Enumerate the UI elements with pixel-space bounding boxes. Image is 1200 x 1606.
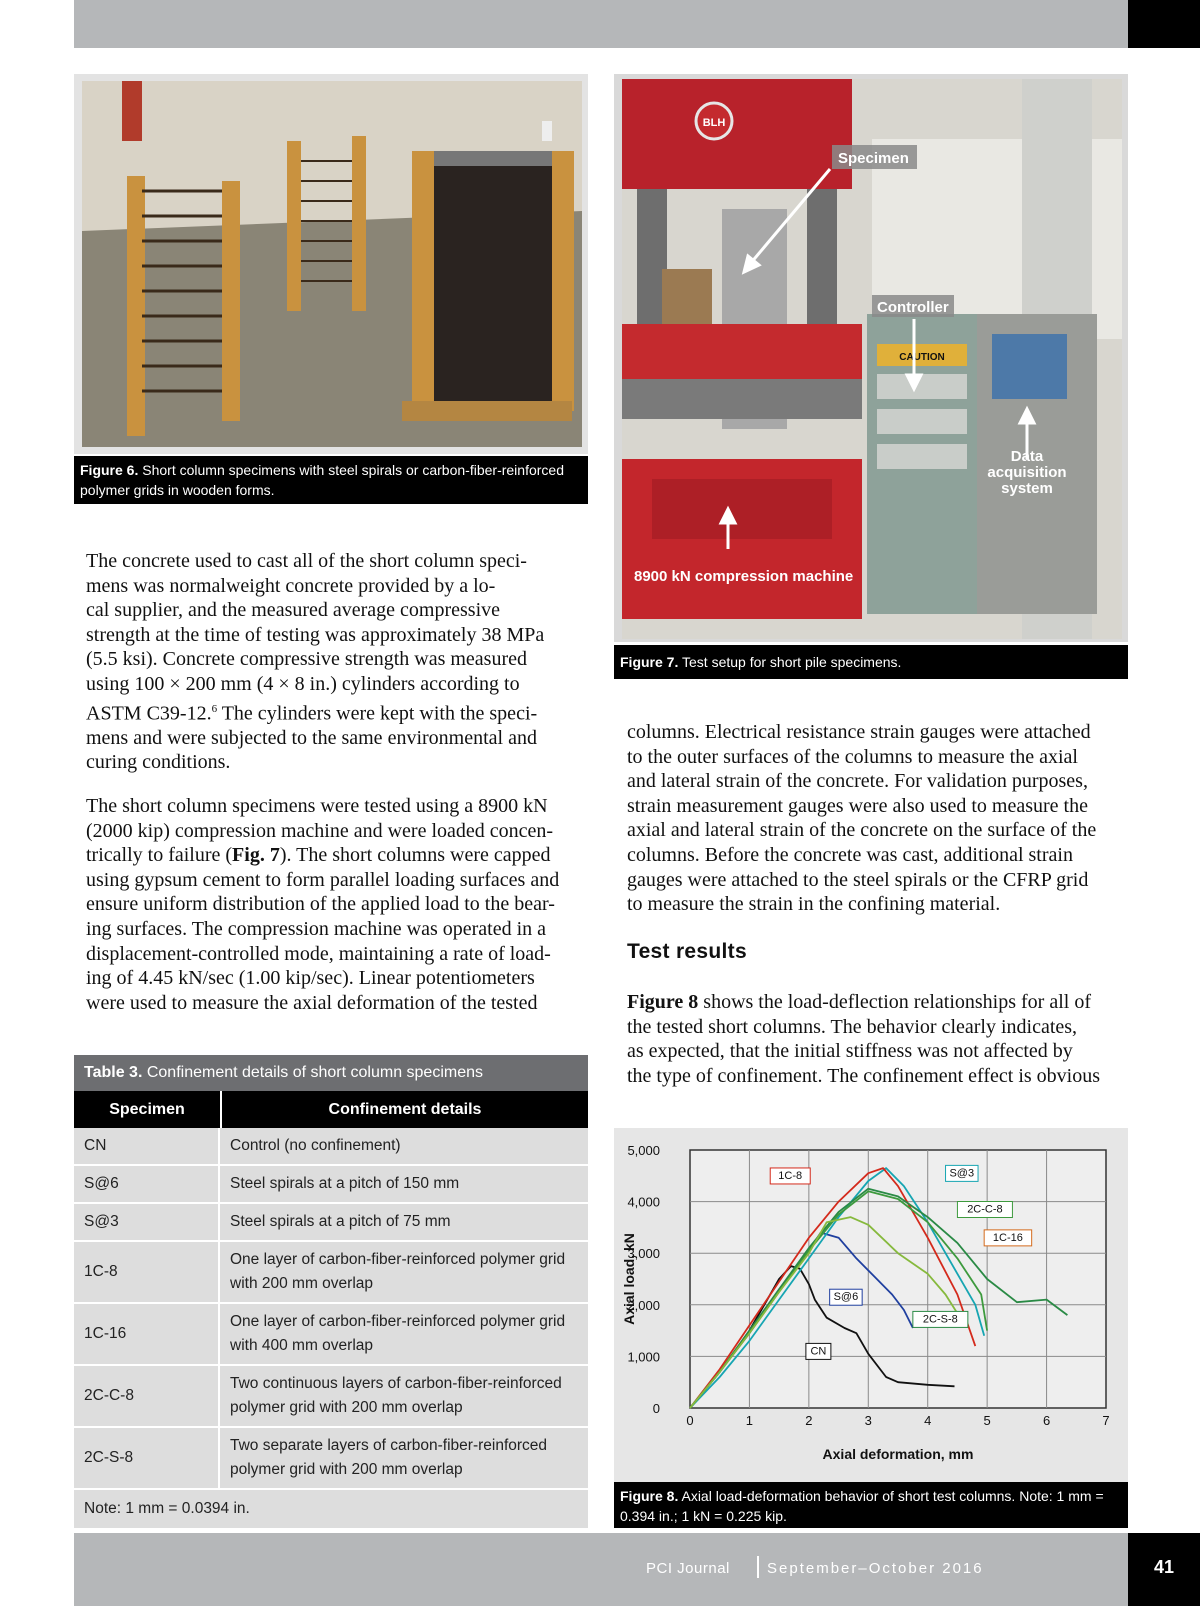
x-tick-label: 2 <box>805 1413 813 1428</box>
column-header-confinement: Confinement details <box>328 1101 482 1118</box>
table-row: 1C-8 One layer of carbon-fiber-reinforced polymer grid with 200 mm overlap <box>74 1242 588 1304</box>
table-row: S@6 Steel spirals at a pitch of 150 mm <box>74 1166 588 1204</box>
table-3-title: Table 3. Confinement details of short column specimens <box>74 1055 588 1091</box>
figure-7-reference: Fig. 7 <box>232 844 280 867</box>
specimen-label: Specimen <box>838 150 909 167</box>
machine-label: 8900 kN compression machine <box>634 568 854 585</box>
series-label: 2C-S-8 <box>922 1313 958 1326</box>
brand-label: BLH <box>702 117 726 129</box>
controller-label: Controller <box>877 299 949 316</box>
y-tick-label: 1,000 <box>627 1349 660 1365</box>
x-tick-label: 6 <box>1042 1413 1051 1428</box>
figure-8-reference: Figure 8 <box>627 991 699 1013</box>
data-acquisition-label-2: acquisition <box>987 464 1067 481</box>
paragraph-2: The short column specimens were tested using a 8900 kN (2000 kip) compression machine and were loaded concen- trically to failure (Fig. 7). The short columns were capped using gypsum cement to form parallel loading surfaces and ensure uniform distribution of the applied load to the bear- ing surfaces. The compression machine was operated in a displacement-controlled mode, maintaining a rate of load- ing of 4.45 kN/sec (1.00 kip/sec). Linear potentiometers were used to measure the axial deformation of the tested <box>86 795 560 1014</box>
x-tick-label: 7 <box>1102 1413 1110 1428</box>
plot-area <box>690 1150 1106 1408</box>
column-header-specimen: Specimen <box>74 1091 222 1128</box>
series-label: 1C-8 <box>778 1169 803 1182</box>
footer-separator <box>757 1556 759 1578</box>
x-tick-label: 4 <box>924 1413 932 1428</box>
series-label: S@3 <box>949 1167 975 1180</box>
x-tick-label: 1 <box>745 1413 754 1428</box>
figure-6-photo <box>82 81 582 447</box>
table-row: 1C-16 One layer of carbon-fiber-reinforced polymer grid with 400 mm overlap <box>74 1304 588 1366</box>
figure-6-caption: Figure 6. Short column specimens with steel spirals or carbon-fiber-reinforced polymer grids in wooden forms. <box>74 456 588 504</box>
y-tick-label: 2,000 <box>627 1297 660 1313</box>
x-tick-label: 5 <box>983 1413 991 1428</box>
data-acquisition-label-1: Data <box>1010 448 1044 465</box>
series-label: 1C-16 <box>992 1231 1023 1244</box>
x-tick-label: 0 <box>686 1413 694 1428</box>
x-tick-label: 3 <box>864 1413 872 1428</box>
y-tick-label: 0 <box>652 1401 660 1416</box>
y-axis-label: Axial load, kN <box>621 1233 637 1325</box>
figure-7-photo <box>622 79 1122 639</box>
caution-label: CAUTION <box>899 352 945 363</box>
table-3 <box>74 1055 588 1528</box>
table-row: CN Control (no confinement) <box>74 1128 588 1166</box>
journal-name: PCI Journal <box>646 1560 730 1577</box>
paragraph-4: Figure 8 shows the load-deflection relationships for all of the tested short columns. The behavior clearly indicates, as expected, that the initial stiffness was not affected by the type of confinement. The confinement effect is obvious <box>627 991 1101 1087</box>
journal-issue: September–October 2016 <box>767 1560 984 1577</box>
series-label: S@6 <box>833 1291 859 1304</box>
table-row: 2C-S-8 Two separate layers of carbon-fiber-reinforced polymer grid with 200 mm overlap <box>74 1428 588 1490</box>
table-note: Note: 1 mm = 0.0394 in. <box>74 1490 588 1528</box>
y-tick-label: 4,000 <box>627 1194 660 1210</box>
series-label: CN <box>810 1345 827 1358</box>
header-corner-block <box>1128 0 1200 48</box>
figure-8-chart <box>614 1128 1128 1482</box>
paragraph-3: columns. Electrical resistance strain gauges were attached to the outer surfaces of the columns to measure the axial and lateral strain of the concrete. For validation purposes, strain measurement gauges were also used to measure the axial and lateral strain of the concrete on the surface of the columns. Before the concrete was cast, additional strain gauges were attached to the steel spirals or the CFRP grid to measure the strain in the confining material. <box>627 721 1097 916</box>
y-tick-label: 3,000 <box>627 1246 660 1262</box>
figure-7-caption: Figure 7. Test setup for short pile specimens. <box>614 645 1128 679</box>
figure-8-caption: Figure 8. Axial load-deformation behavior of short test columns. Note: 1 mm = 0.394 in.; 1 kN = 0.225 kip. <box>614 1482 1128 1528</box>
table-row: S@3 Steel spirals at a pitch of 75 mm <box>74 1204 588 1242</box>
y-tick-label: 5,000 <box>627 1143 660 1158</box>
data-acquisition-label-3: system <box>1001 480 1053 497</box>
table-header <box>74 1091 588 1128</box>
section-heading: Test results <box>627 940 747 963</box>
page-number: 41 <box>1153 1557 1175 1577</box>
series-label: 2C-C-8 <box>967 1203 1003 1216</box>
paragraph-1: The concrete used to cast all of the short column speci- mens was normalweight concrete provided by a lo- cal supplier, and the measured average compressive strength at the time of testing was approximately 38 MPa (5.5 ksi). Concrete compressive strength was measured using 100 × 200 mm (4 × 8 in.) cylinders according to ASTM C39-12.$^6$ The cylinders were kept with the speci- mens and were subjected to the same environmental and curing conditions. <box>86 550 545 774</box>
header-band <box>74 0 1128 48</box>
table-row: 2C-C-8 Two continuous layers of carbon-fiber-reinforced polymer grid with 200 mm overlap <box>74 1366 588 1428</box>
x-axis-label: Axial deformation, mm <box>822 1446 974 1462</box>
